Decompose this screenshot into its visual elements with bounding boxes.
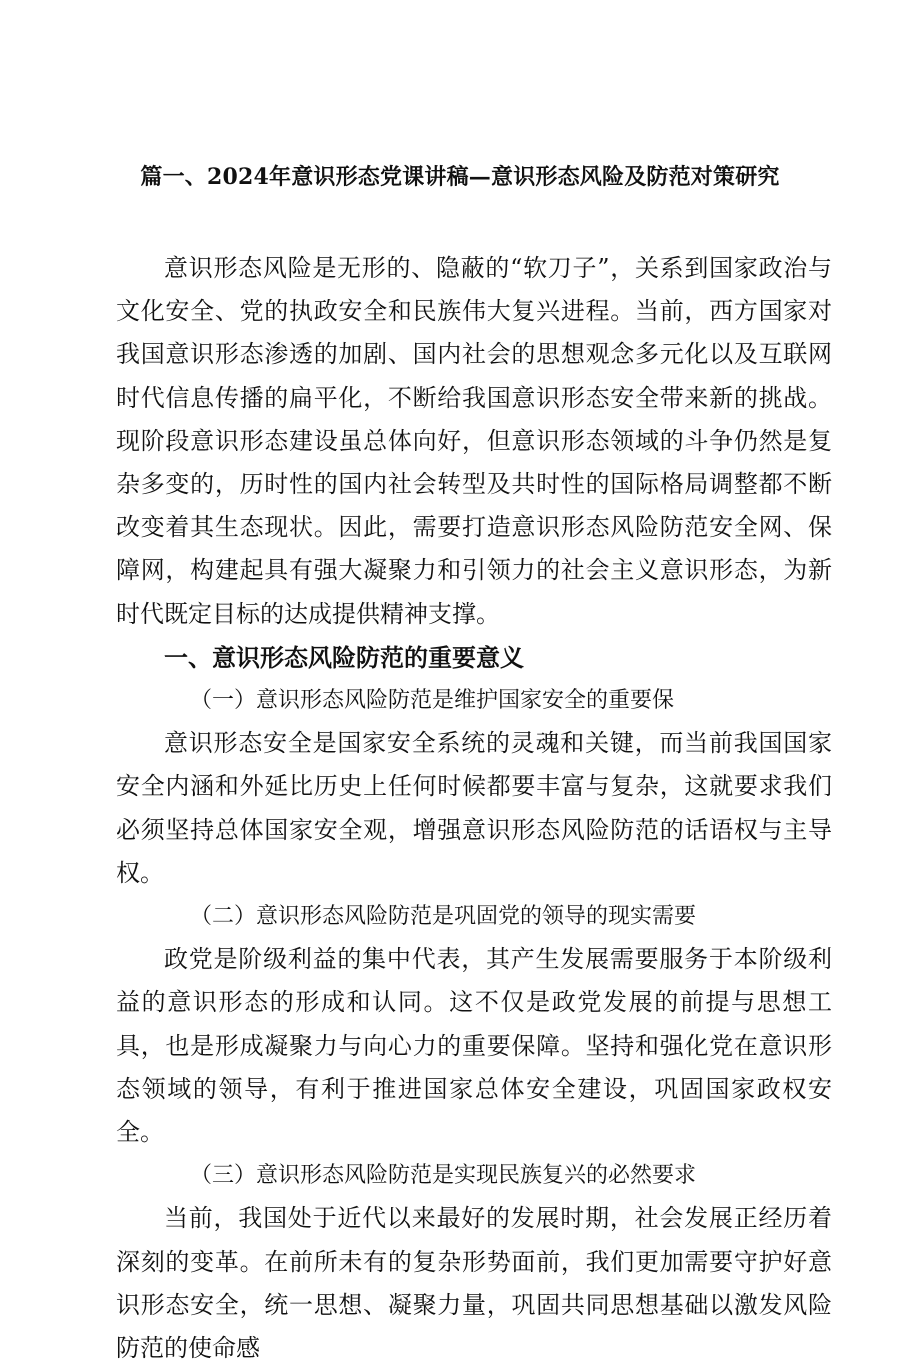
subsection-paragraph-3: 当前，我国处于近代以来最好的发展时期，社会发展正经历着深刻的变革。在前所未有的复杂形势面前，我们更加需要守护好意识形态安全，统一思想、凝聚力量，巩固共同思想基础以激发风险防范的使命感 xyxy=(116,1204,832,1363)
document-body xyxy=(116,247,832,1370)
section-heading-1: 一、意识形态风险防范的重要意义 xyxy=(164,642,524,672)
subsection-paragraph-2: 政党是阶级利益的集中代表，其产生发展需要服务于本阶级利益的意识形态的形成和认同。这不仅是政党发展的前提与思想工具，也是形成凝聚力与向心力的重要保障。坚持和强化党在意识形态领域的领导，有利于推进国家总体安全建设，巩固国家政权安全。 xyxy=(116,945,832,1147)
intro-paragraph: 意识形态风险是无形的、隐蔽的“软刀子”，关系到国家政治与文化安全、党的执政安全和民族伟大复兴进程。当前，西方国家对我国意识形态渗透的加剧、国内社会的思想观念多元化以及互联网时代信息传播的扁平化，不断给我国意识形态安全带来新的挑战。现阶段意识形态建设虽总体向好，但意识形态领域的斗争仍然是复杂多变的，历时性的国内社会转型及共时性的国际格局调整都不断改变着其生态现状。因此，需要打造意识形态风险防范安全网、保障网，构建起具有强大凝聚力和引领力的社会主义意识形态，为新时代既定目标的达成提供精神支撑。 xyxy=(116,254,832,628)
document-title: 篇一、2024年意识形态党课讲稿—意识形态风险及防范对策研究 xyxy=(140,164,780,190)
subsection-heading-2: （二）意识形态风险防范是巩固党的领导的现实需要 xyxy=(190,904,697,930)
subsection-heading-1: （一）意识形态风险防范是维护国家安全的重要保 xyxy=(190,688,675,714)
subsection-heading-3: （三）意识形态风险防范是实现民族复兴的必然要求 xyxy=(190,1163,697,1189)
subsection-paragraph-1: 意识形态安全是国家安全系统的灵魂和关键，而当前我国国家安全内涵和外延比历史上任何时候都要丰富与复杂，这就要求我们必须坚持总体国家安全观，增强意识形态风险防范的话语权与主导权。 xyxy=(116,729,832,887)
